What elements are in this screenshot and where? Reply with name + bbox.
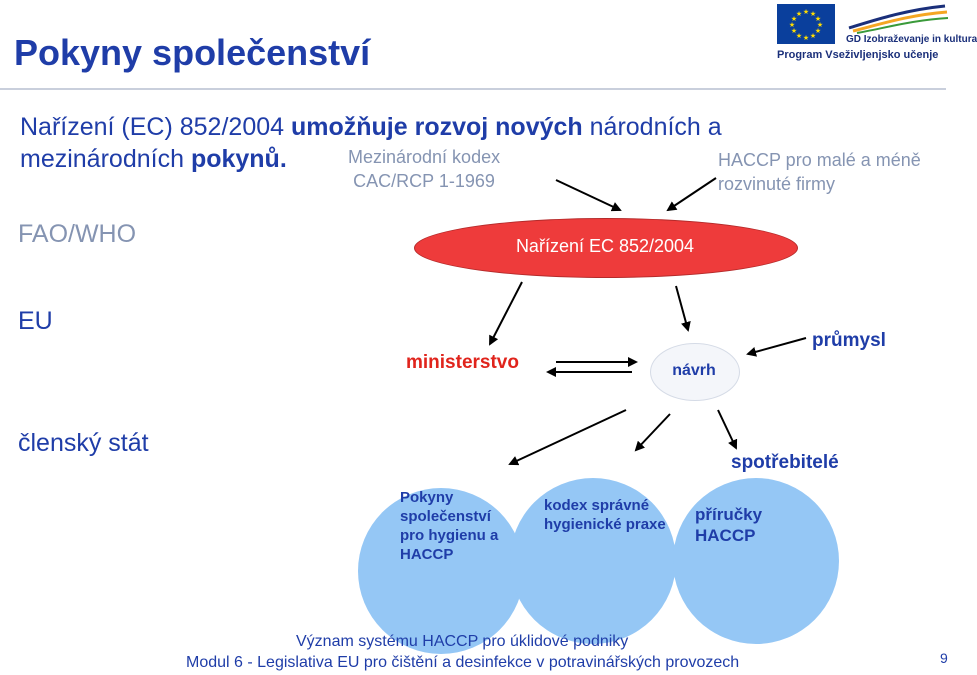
regulation-label: Nařízení EC 852/2004 <box>515 236 695 256</box>
svg-text:★: ★ <box>814 27 822 35</box>
svg-text:★: ★ <box>795 32 803 40</box>
arrow-regulation-to-ministry <box>490 282 522 344</box>
svg-text:★: ★ <box>790 27 798 35</box>
intro-text: Nařízení (EC) 852/2004 umožňuje rozvoj nových národních a mezinárodních pokynů. <box>20 113 722 173</box>
arrow-proposal-to-manuals <box>718 410 736 448</box>
logo-text-dg: GD Izobraževanje in kultura <box>846 34 977 45</box>
level-label-fao-who: FAO/WHO <box>18 220 137 248</box>
svg-text:★: ★ <box>809 10 817 18</box>
svg-text:★: ★ <box>790 15 798 23</box>
haccp-manuals-circle-label: příručky HACCP <box>695 505 763 545</box>
arrow-proposal-to-hygiene-code <box>636 414 670 450</box>
svg-text:★: ★ <box>795 10 803 18</box>
svg-text:★: ★ <box>816 21 824 29</box>
page-number: 9 <box>940 650 948 666</box>
arrow-haccp-to-regulation <box>668 178 716 210</box>
ministry-label: ministerstvo <box>406 352 519 373</box>
arrow-industry-to-proposal <box>748 338 806 354</box>
svg-text:★: ★ <box>802 8 810 16</box>
industry-label: průmysl <box>812 330 886 351</box>
svg-text:★: ★ <box>788 21 796 29</box>
logo-text-programme: Program Vseživljenjsko učenje <box>777 49 939 61</box>
svg-text:★: ★ <box>809 32 817 40</box>
arrow-codex-to-regulation <box>556 180 620 210</box>
svg-text:★: ★ <box>802 34 810 42</box>
footer-line-2: Modul 6 - Legislativa EU pro čištění a desinfekce v potravinářských provozech <box>186 654 740 671</box>
hygiene-code-circle-label: kodex správné hygienické praxe <box>544 497 666 533</box>
svg-text:★: ★ <box>814 15 822 23</box>
arrow-regulation-to-proposal <box>676 286 688 330</box>
consumers-label: spotřebitelé <box>731 452 839 473</box>
footer-line-1: Význam systému HACCP pro úklidové podniky <box>296 633 629 650</box>
arrow-proposal-to-guidelines <box>510 410 626 464</box>
level-label-eu: EU <box>18 307 53 335</box>
level-label-member-state: členský stát <box>18 429 149 457</box>
proposal-label: návrh <box>672 362 716 379</box>
haccp-small-firms-label: HACCP pro malé a méně rozvinuté firmy <box>718 150 921 194</box>
guidelines-circle-label: Pokyny společenství pro hygienu a HACCP <box>400 489 499 563</box>
codex-label: Mezinárodní kodex CAC/RCP 1-1969 <box>348 147 501 191</box>
page-title: Pokyny společenství <box>14 32 371 73</box>
